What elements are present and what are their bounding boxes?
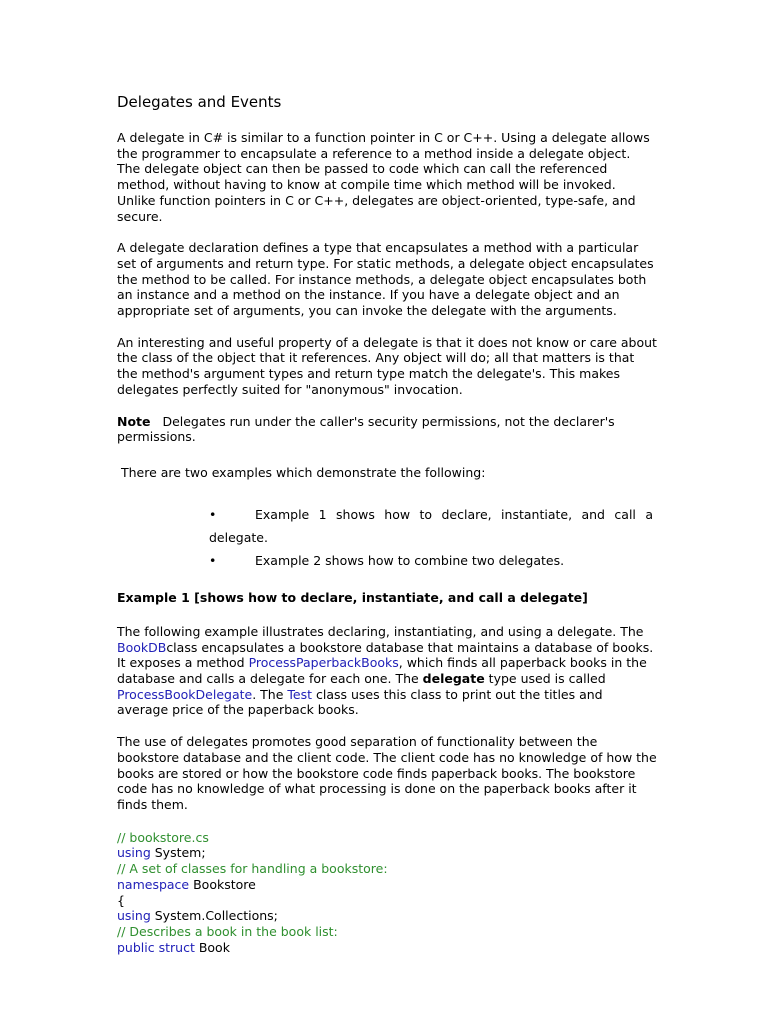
text-run: . The [252,686,288,702]
code-block [117,830,657,956]
code-text: System; [150,845,206,861]
list-item-continuation: delegate. [209,529,268,545]
code-comment: // bookstore.cs [117,829,209,845]
list-item [209,549,653,572]
text-run: type used is called [484,671,606,687]
code-line [117,845,657,861]
code-text: Bookstore [189,876,256,892]
paragraph-declaration: A delegate declaration defines a type that encapsulates a method with a particular set of arguments and return type. For static methods, a delegate object encapsulates the method to be called. For instance methods, a delegate object encapsulates both an instance and a method on the instance. If you have a delegate object and an appropriate set of arguments, you can invoke the delegate with the arguments. [117,240,654,319]
note-text: Delegates run under the caller's security permissions, not the declarer's permissions. [117,413,615,445]
bookdb-reference: BookDB [117,639,167,655]
list-item-text: Example 1 shows how to declare, instantiate, and call a [255,506,653,522]
note-label: Note [117,413,151,429]
bullet-icon: • [209,552,217,568]
code-keyword: namespace [117,876,190,892]
list-item [209,503,653,526]
code-text: Book [194,939,230,955]
code-comment: // A set of classes for handling a bookstore: [117,861,388,877]
paragraph-example-description [117,624,657,718]
document-page [117,92,657,955]
paragraph-anonymous: An interesting and useful property of a delegate is that it does not know or care about the class of the object that it references. Any object will do; all that matters is that the method's argument types and return type match the delegate's. This makes delegates perfectly suited for "anonymous" invocation. [117,334,657,397]
code-keyword: using [117,845,151,861]
paragraph-separation: The use of delegates promotes good separation of functionality between the bookstore database and the client code. The client code has no knowledge of how the books are stored or how the bookstore code finds paperback books. The bookstore code has no knowledge of what processing is done on the paperback books after it finds them. [117,734,657,812]
test-class-reference: Test [287,686,312,702]
code-keyword: struct [158,939,195,955]
process-book-delegate-reference: ProcessBookDelegate [117,686,253,702]
paragraph-intro: A delegate in C# is similar to a function pointer in C or C++. Using a delegate allows the programmer to encapsulate a reference to a method inside a delegate object. The delegate object can then be passed to code which can call the referenced method, without having to know at compile time which method will be invoked. Unlike function pointers in C or C++, delegates are object-oriented, type-safe, and secure. [117,130,650,224]
code-line [117,908,657,924]
examples-intro: There are two examples which demonstrate the following: [121,464,486,480]
page-title: Delegates and Events [117,93,282,111]
process-paperback-reference: ProcessPaperbackBooks [248,655,399,671]
code-line: { [117,892,125,908]
text-run: class uses this class to print out the titles and average price of the paperback books. [117,686,603,718]
examples-list [209,503,653,572]
delegate-keyword: delegate [422,671,485,687]
code-text: System.Collections; [150,908,278,924]
note-paragraph [117,414,657,445]
text-run: , which finds all paperback books in the database and calls a delegate for each one. The [117,655,647,687]
list-item-text: Example 2 shows how to combine two delegates. [255,552,565,568]
code-comment: // Describes a book in the book list: [117,923,338,939]
code-keyword: using [117,908,151,924]
code-line [117,877,657,893]
code-keyword: public [117,939,155,955]
example-heading: Example 1 [shows how to declare, instantiate, and call a delegate] [117,589,588,605]
bullet-icon: • [209,506,217,522]
text-run: The following example illustrates declaring, instantiating, and using a delegate. The [117,623,644,639]
code-line [117,940,657,956]
text-run: class encapsulates a bookstore database that maintains a database of books. It exposes a method [117,639,654,671]
